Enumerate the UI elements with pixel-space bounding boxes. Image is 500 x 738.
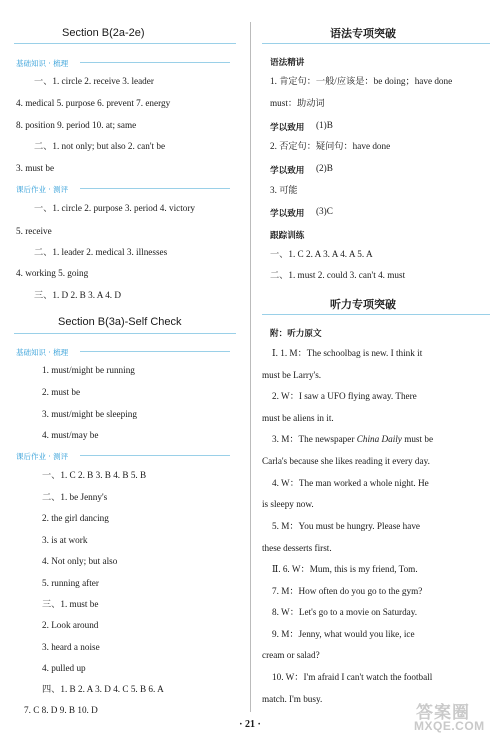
label-rule [80, 351, 230, 352]
label-rule [80, 188, 230, 189]
answer-line: 二、1. be Jenny's [42, 492, 108, 502]
page-number: · 21 · [239, 719, 261, 730]
answer-line: 1. must/might be running [42, 365, 135, 375]
title-rule [262, 314, 490, 315]
transcript-line: is sleepy now. [262, 499, 314, 509]
label-rule [80, 62, 230, 63]
transcript-line: 4. W：The man worked a whole night. He [272, 478, 429, 488]
answer-line: 5. receive [16, 226, 52, 236]
section-title: 听力专项突破 [330, 298, 396, 311]
answer-line: 4. pulled up [42, 663, 86, 673]
answer-line: 2. 否定句：疑问句：have done [270, 141, 391, 151]
transcript-line: cream or salad? [262, 650, 320, 660]
transcript-line: 5. M：You must be hungry. Please have [272, 521, 421, 531]
transcript-line: match. I'm busy. [262, 694, 323, 704]
transcript-line [272, 435, 433, 444]
subheading: 跟踪训练 [270, 231, 305, 241]
transcript-line: must be aliens in it. [262, 413, 334, 423]
section-title: Section B(3a)-Self Check [58, 316, 182, 328]
transcript-line: Carla's because she likes reading it every day. [262, 456, 430, 466]
answer-line: 3. heard a noise [42, 642, 100, 652]
answer-line: 3. must be [16, 163, 55, 173]
section-title: 语法专项突破 [330, 27, 396, 40]
answer-line: 5. running after [42, 578, 99, 588]
section-label: 基础知识 · 梳理 [16, 348, 69, 357]
answer-line: (3)C [316, 206, 333, 216]
answer-line: 三、1. must be [42, 599, 99, 609]
transcript-line: 9. M：Jenny, what would you like, ice [272, 629, 415, 639]
newspaper-title: China Daily [356, 434, 402, 444]
section-title: Section B(2a-2e) [62, 27, 145, 39]
watermark-logo [406, 698, 494, 734]
answer-line: 3. must/might be sleeping [42, 409, 137, 419]
answer-line: 一、1. circle 2. receive 3. leader [34, 76, 154, 86]
section-label: 课后作业 · 测评 [16, 185, 69, 194]
subheading: 附：听力原文 [270, 329, 322, 339]
transcript-line: Ⅱ. 6. W：Mum, this is my friend, Tom. [272, 564, 418, 574]
answer-line: 4. must/may be [42, 430, 99, 440]
subheading: 学以致用 [270, 123, 305, 133]
answer-line: 7. C 8. D 9. B 10. D [24, 705, 98, 715]
answer-line: 二、1. not only; but also 2. can't be [34, 141, 166, 151]
answer-line: 4. Not only; but also [42, 556, 118, 566]
answer-line: 2. must be [42, 387, 81, 397]
answer-line: 8. position 9. period 10. at; same [16, 120, 137, 130]
answer-line: 4. medical 5. purpose 6. prevent 7. energy [16, 98, 171, 108]
answer-line: 一、1. C 2. B 3. B 4. B 5. B [42, 470, 147, 480]
answer-line: (1)B [316, 120, 333, 130]
title-rule [14, 43, 236, 44]
transcript-text: 3. M：The newspaper [272, 434, 357, 444]
answer-line: 二、1. leader 2. medical 3. illnesses [34, 247, 168, 257]
answer-line: must：助动词 [270, 98, 325, 108]
label-rule [80, 455, 230, 456]
transcript-line: Ⅰ. 1. M：The schoolbag is new. I think it [272, 348, 423, 358]
answer-line: 4. working 5. going [16, 268, 89, 278]
transcript-text: must be [401, 434, 434, 444]
title-rule [262, 43, 490, 44]
transcript-line: must be Larry's. [262, 370, 322, 380]
answer-line: 2. the girl dancing [42, 513, 109, 523]
section-label: 课后作业 · 测评 [16, 452, 69, 461]
answer-line: 1. 肯定句：一般/应该是：be doing；have done [270, 76, 453, 86]
answer-line: 四、1. B 2. A 3. D 4. C 5. B 6. A [42, 684, 164, 694]
section-label: 基础知识 · 梳理 [16, 59, 69, 68]
transcript-line: 8. W：Let's go to a movie on Saturday. [272, 607, 418, 617]
answer-line: 3. is at work [42, 535, 88, 545]
transcript-line: these desserts first. [262, 543, 332, 553]
title-rule [14, 333, 236, 334]
watermark-text: 答案圈 [416, 703, 470, 722]
subheading: 学以致用 [270, 166, 305, 176]
answer-line: 3. 可能 [270, 185, 298, 195]
answer-line: 2. Look around [42, 620, 99, 630]
watermark-url: MXQE.COM [414, 719, 485, 733]
answer-line: (2)B [316, 163, 333, 173]
transcript-line: 2. W：I saw a UFO flying away. There [272, 391, 417, 401]
transcript-line: 7. M：How often do you go to the gym? [272, 586, 423, 596]
transcript-line: 10. W：I'm afraid I can't watch the football [272, 672, 433, 682]
answer-line: 二、1. must 2. could 3. can't 4. must [270, 270, 406, 280]
answer-line: 三、1. D 2. B 3. A 4. D [34, 290, 122, 300]
subheading: 语法精讲 [270, 58, 305, 68]
answer-line: 一、1. C 2. A 3. A 4. A 5. A [270, 249, 373, 259]
subheading: 学以致用 [270, 209, 305, 219]
column-divider [250, 22, 251, 712]
answer-line: 一、1. circle 2. purpose 3. period 4. victory [34, 203, 195, 213]
